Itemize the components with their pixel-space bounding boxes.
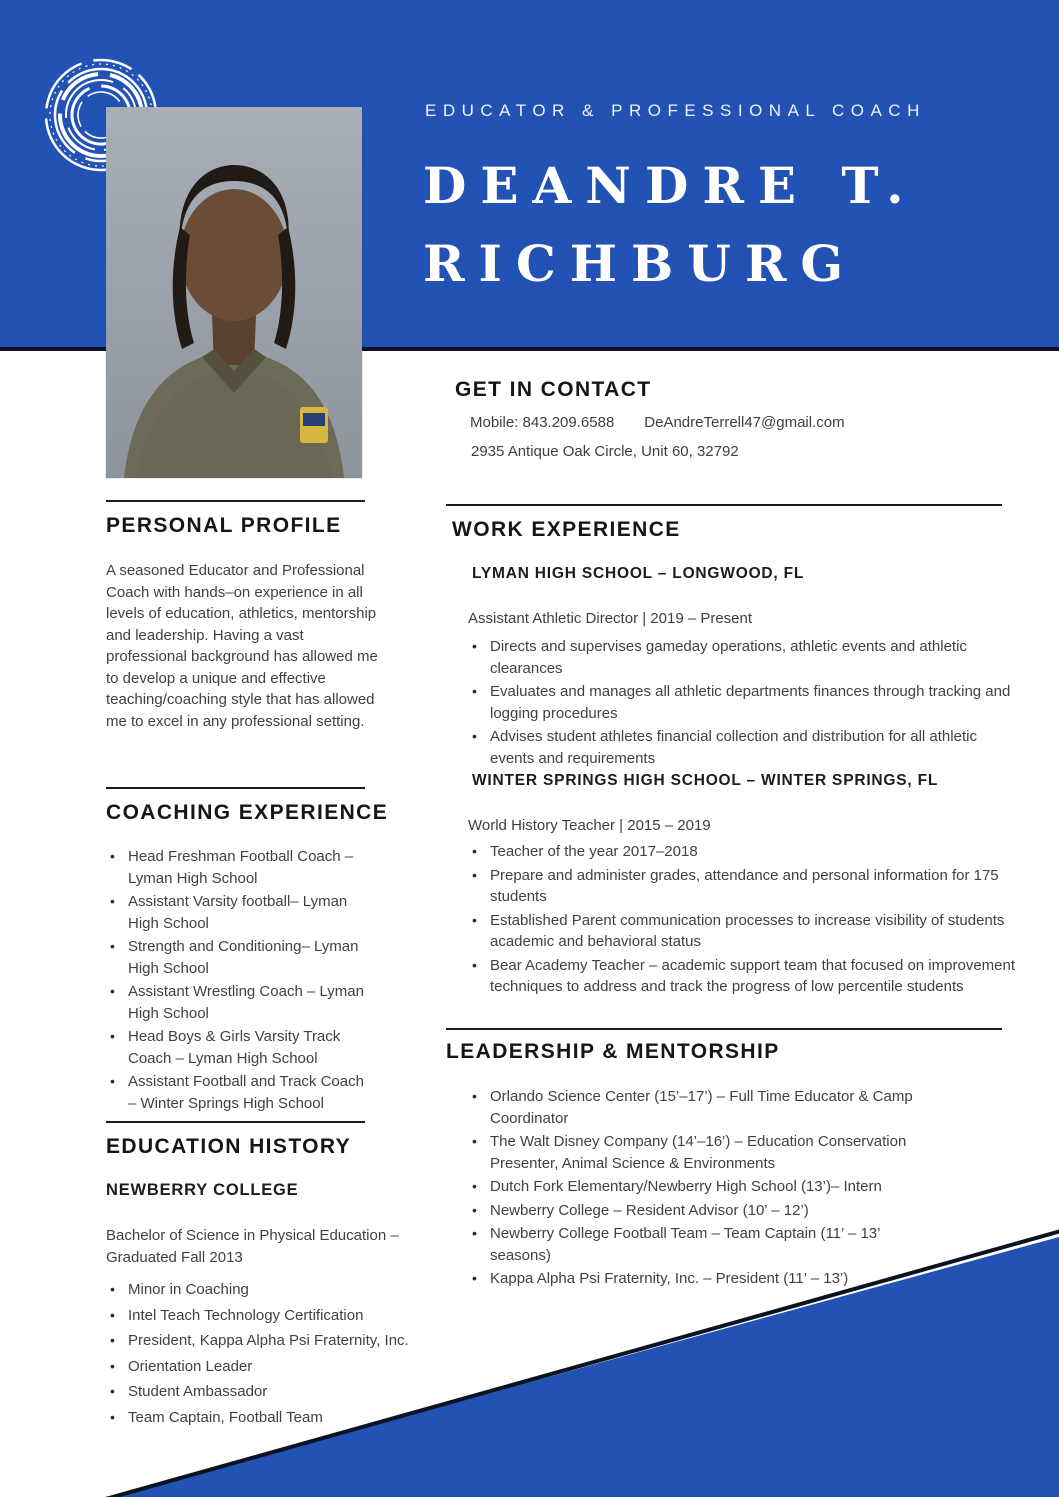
list-item: • Bear Academy Teacher – academic support team that focused on improvement techniques to address and track the progress of low percentile students: [468, 955, 1018, 998]
job-duties-list: [468, 841, 1018, 1000]
education-school: NEWBERRY COLLEGE: [106, 1181, 299, 1199]
list-item: • Head Boys & Girls Varsity Track Coach – Lyman High School: [106, 1026, 374, 1069]
list-item: • Team Captain, Football Team: [106, 1407, 456, 1429]
list-item: • Assistant Varsity football– Lyman High School: [106, 891, 374, 934]
list-item: • Teacher of the year 2017–2018: [468, 841, 1018, 863]
list-item: • Prepare and administer grades, attendance and personal information for 175 students: [468, 865, 1018, 908]
list-item: • Advises student athletes financial collection and distribution for all athletic events and requirements: [468, 726, 1020, 769]
job-role: World History Teacher | 2015 – 2019: [468, 817, 711, 834]
list-item: • Intel Teach Technology Certification: [106, 1305, 456, 1327]
list-item: • Directs and supervises gameday operations, athletic events and athletic clearances: [468, 636, 1020, 679]
profile-heading: PERSONAL PROFILE: [106, 514, 342, 537]
job-role: Assistant Athletic Director | 2019 – Present: [468, 610, 753, 627]
profile-photo: [106, 107, 362, 478]
list-item: • Established Parent communication processes to increase visibility of students academic and behavioral status: [468, 910, 1018, 953]
list-item: • Strength and Conditioning– Lyman High School: [106, 936, 374, 979]
divider: [446, 1028, 1002, 1030]
list-item: • Evaluates and manages all athletic departments finances through tracking and logging procedures: [468, 681, 1020, 724]
contact-email: DeAndreTerrell47@gmail.com: [644, 414, 845, 431]
list-item: • Newberry College – Resident Advisor (10’ – 12’): [468, 1200, 936, 1222]
list-item: • Orlando Science Center (15’–17’) – Full Time Educator & Camp Coordinator: [468, 1086, 936, 1129]
job-duties-list: [468, 636, 1020, 771]
page-title: [423, 147, 926, 303]
list-item: • Assistant Wrestling Coach – Lyman High School: [106, 981, 374, 1024]
contact-row-1: [470, 414, 845, 431]
list-item: • Student Ambassador: [106, 1381, 456, 1403]
leadership-heading: LEADERSHIP & MENTORSHIP: [446, 1040, 780, 1063]
coaching-list: [106, 846, 374, 1116]
job-company: LYMAN HIGH SCHOOL – LONGWOOD, FL: [472, 565, 805, 582]
list-item: • The Walt Disney Company (14’–16’) – Education Conservation Presenter, Animal Science & Environments: [468, 1131, 936, 1174]
divider: [106, 787, 365, 789]
list-item: • President, Kappa Alpha Psi Fraternity, Inc.: [106, 1330, 456, 1352]
divider: [446, 504, 1002, 506]
divider: [106, 500, 365, 502]
list-item: • Assistant Football and Track Coach – Winter Springs High School: [106, 1071, 374, 1114]
footer-wedge: [0, 1227, 1059, 1497]
education-heading: EDUCATION HISTORY: [106, 1135, 352, 1158]
divider: [106, 1121, 365, 1123]
header-text-block: [423, 101, 926, 303]
name-line-1: DEANDRE T.: [423, 156, 918, 215]
list-item: • Minor in Coaching: [106, 1279, 456, 1301]
list-item: • Newberry College Football Team – Team Captain (11’ – 13’ seasons): [468, 1223, 936, 1266]
header-subtitle: EDUCATOR & PROFESSIONAL COACH: [425, 101, 926, 120]
education-degree: Bachelor of Science in Physical Education – Graduated Fall 2013: [106, 1227, 399, 1266]
list-item: • Dutch Fork Elementary/Newberry High School (13’)– Intern: [468, 1176, 936, 1198]
contact-heading: GET IN CONTACT: [455, 378, 652, 401]
list-item: • Head Freshman Football Coach – Lyman High School: [106, 846, 374, 889]
contact-mobile: Mobile: 843.209.6588: [470, 414, 615, 431]
list-item: • Kappa Alpha Psi Fraternity, Inc. – President (11’ – 13’): [468, 1268, 936, 1290]
name-line-2: RICHBURG: [423, 234, 858, 293]
work-heading: WORK EXPERIENCE: [452, 518, 681, 541]
list-item: • Orientation Leader: [106, 1356, 456, 1378]
profile-paragraph: A seasoned Educator and Professional Coach with hands–on experience in all levels of education, athletics, mentorship and leadership. Having a vast professional background has allowed me to develop a unique and effective teaching/coaching style that has allowed me to excel in any professional setting.: [106, 562, 378, 730]
coaching-heading: COACHING EXPERIENCE: [106, 801, 389, 824]
contact-address: 2935 Antique Oak Circle, Unit 60, 32792: [471, 443, 739, 460]
job-company: WINTER SPRINGS HIGH SCHOOL – WINTER SPRINGS, FL: [472, 772, 939, 789]
